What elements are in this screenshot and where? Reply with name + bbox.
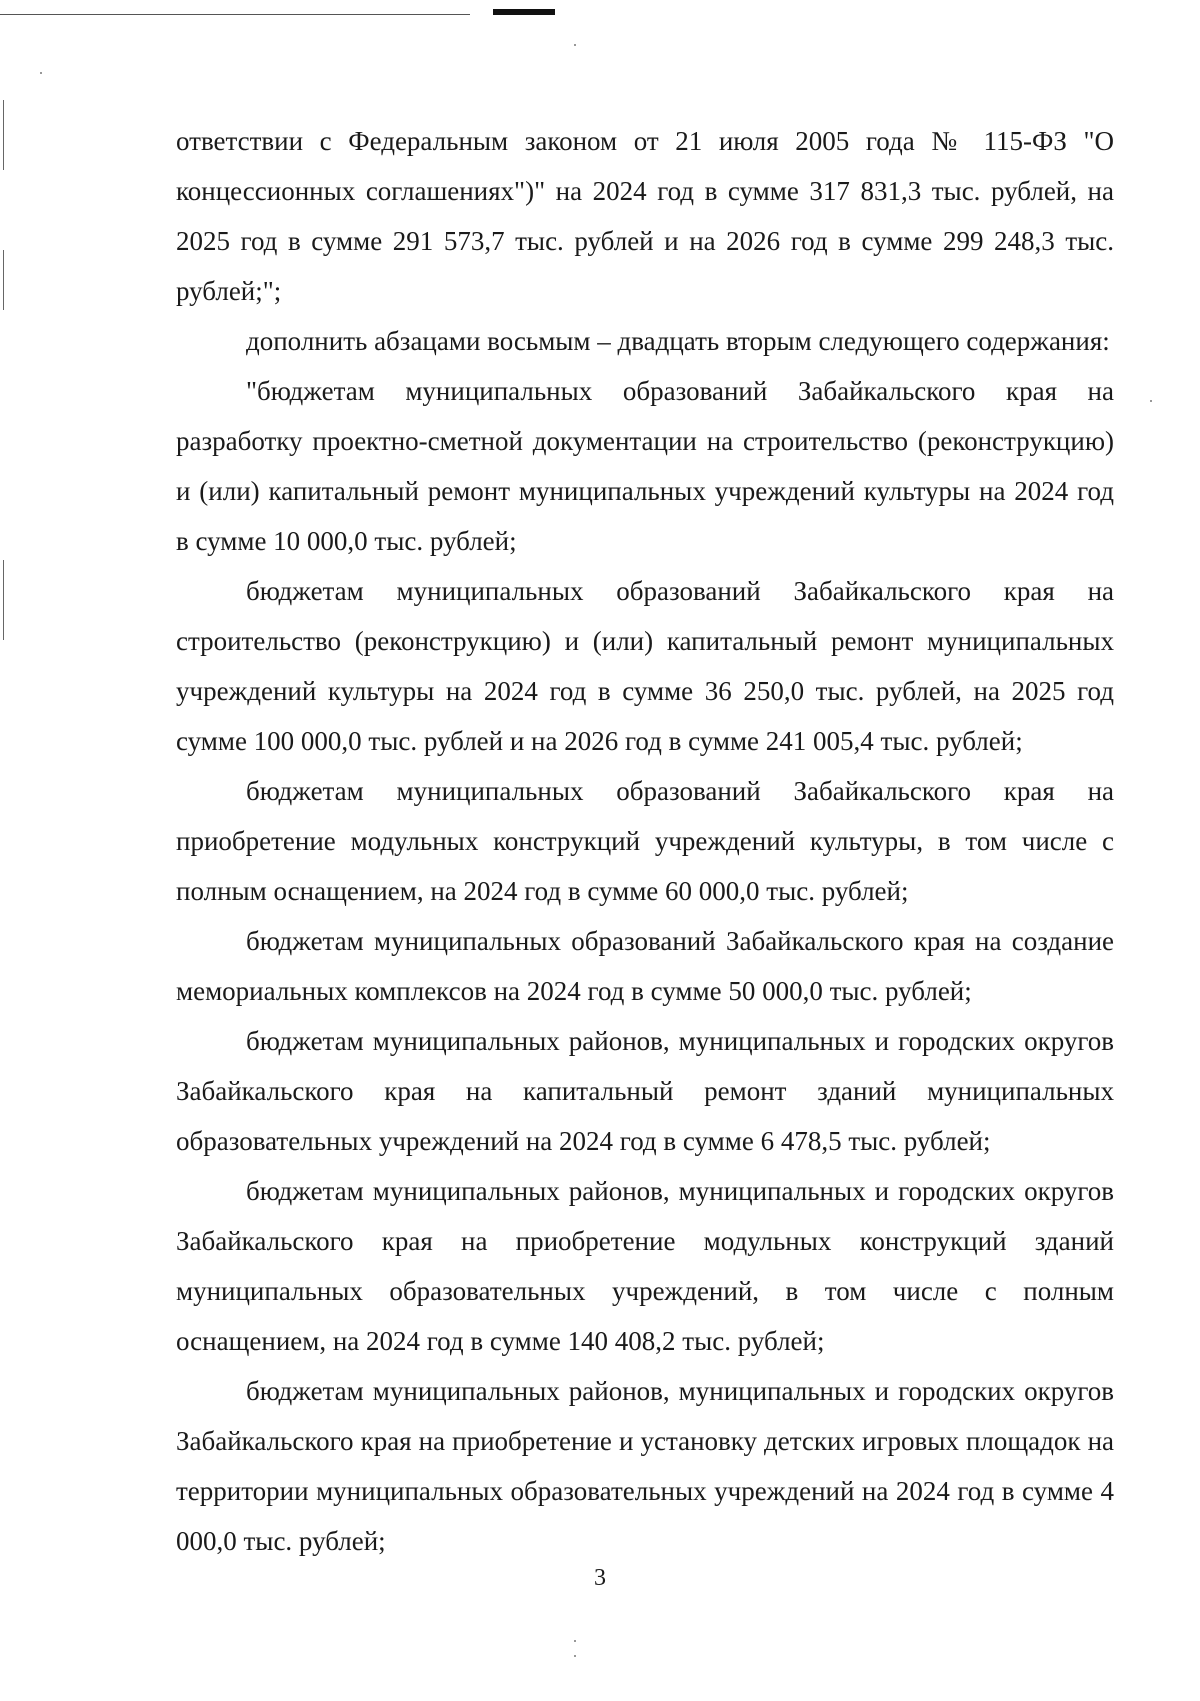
scan-margin-mark [3, 100, 4, 170]
paragraph: бюджетам муниципальных районов, муниципальных и городских округов Забайкальского края на капитальный ремонт зданий муниципальных образовательных учреждений на 2024 год в сумме 6 478,5 тыс. рублей; [176, 1026, 1114, 1156]
scan-margin-mark [3, 560, 4, 640]
paragraph: бюджетам муниципальных образований Забайкальского края на приобретение модульных конструкций учреждений культуры, в том числе с полным оснащением, на 2024 год в сумме 60 000,0 тыс. рублей; [176, 776, 1114, 906]
paragraph-continuation: ответствии с Федеральным законом от 21 июля 2005 года № 115-ФЗ "О концессионных соглашениях")" на 2024 год в сумме 317 831,3 тыс. рублей, на 2025 год в сумме 291 573,7 тыс. рублей и на 2026 год в сумме 299 248,3 тыс. рублей;"; [176, 126, 1114, 306]
scan-speck [1150, 400, 1152, 402]
scan-speck [40, 72, 42, 74]
page-number: 3 [594, 1565, 606, 1591]
scan-edge-mark [493, 9, 555, 15]
scan-speck [574, 1640, 576, 1642]
scan-margin-mark [3, 250, 4, 310]
paragraph: бюджетам муниципальных образований Забайкальского края на строительство (реконструкцию) и (или) капитальный ремонт муниципальных учреждений культуры на 2024 год в сумме 36 250,0 тыс. рублей, на 2025 год сумме 100 000,0 тыс. рублей и на 2026 год в сумме 241 005,4 тыс. рублей; [176, 576, 1114, 756]
document-body [176, 116, 1114, 1566]
paragraph: дополнить абзацами восьмым – двадцать вторым следующего содержания: [246, 326, 1110, 356]
paragraph: "бюджетам муниципальных образований Забайкальского края на разработку проектно-сметной документации на строительство (реконструкцию) и (или) капитальный ремонт муниципальных учреждений культуры на 2024 год в сумме 10 000,0 тыс. рублей; [176, 376, 1114, 556]
paragraph: бюджетам муниципальных районов, муниципальных и городских округов Забайкальского края на приобретение модульных конструкций зданий муниципальных образовательных учреждений, в том числе с полным оснащением, на 2024 год в сумме 140 408,2 тыс. рублей; [176, 1176, 1114, 1356]
paragraph: бюджетам муниципальных образований Забайкальского края на создание мемориальных комплексов на 2024 год в сумме 50 000,0 тыс. рублей; [176, 926, 1114, 1006]
scan-speck [574, 44, 576, 46]
paragraph: бюджетам муниципальных районов, муниципальных и городских округов Забайкальского края на приобретение и установку детских игровых площадок на территории муниципальных образовательных учреждений на 2024 год в сумме 4 000,0 тыс. рублей; [176, 1376, 1114, 1556]
scan-edge-line [0, 14, 470, 15]
scan-speck [574, 1655, 576, 1657]
